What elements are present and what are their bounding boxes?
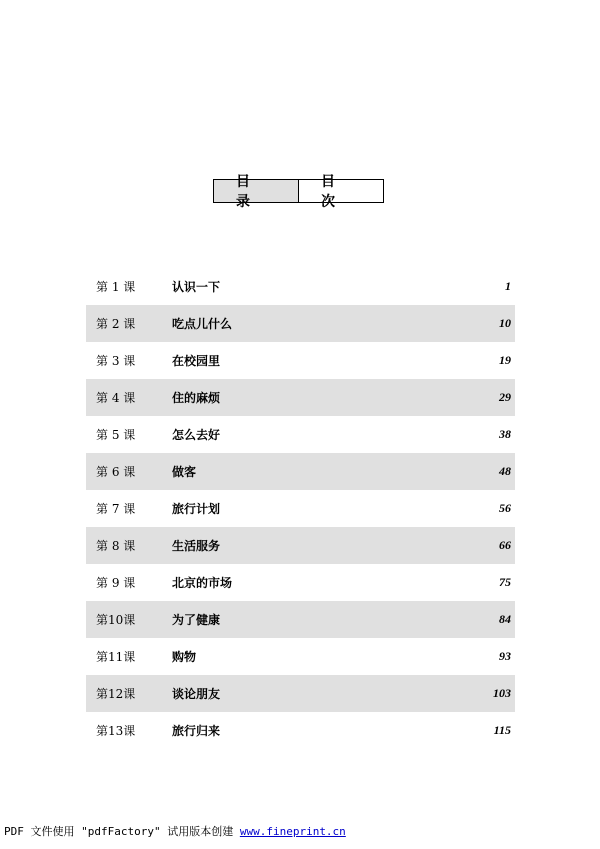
footer-text: PDF 文件使用 "pdfFactory" 试用版本创建 bbox=[4, 825, 234, 838]
page-number: 38 bbox=[499, 427, 511, 441]
page-number: 115 bbox=[493, 723, 511, 737]
lesson-number: 第 8 课 bbox=[96, 539, 136, 553]
toc-row[interactable] bbox=[86, 305, 515, 342]
toc-row[interactable] bbox=[86, 564, 515, 601]
lesson-number: 第 1 课 bbox=[96, 280, 136, 294]
toc-row[interactable] bbox=[86, 453, 515, 490]
toc-list bbox=[86, 268, 515, 749]
lesson-number: 第 7 课 bbox=[96, 502, 136, 516]
lesson-title: 为了健康 bbox=[172, 613, 221, 627]
lesson-number: 第 4 课 bbox=[96, 391, 136, 405]
toc-title-left: 目录 bbox=[214, 180, 299, 202]
lesson-title: 吃点儿什么 bbox=[172, 317, 233, 331]
lesson-number: 第 6 课 bbox=[96, 465, 136, 479]
lesson-number: 第11课 bbox=[96, 650, 136, 664]
page-number: 84 bbox=[499, 612, 511, 626]
page-number: 19 bbox=[499, 353, 511, 367]
pdf-footer bbox=[0, 823, 600, 839]
lesson-number: 第 2 课 bbox=[96, 317, 136, 331]
toc-row[interactable] bbox=[86, 416, 515, 453]
lesson-title: 在校园里 bbox=[172, 354, 221, 368]
lesson-title: 怎么去好 bbox=[172, 428, 221, 442]
lesson-title: 住的麻烦 bbox=[172, 391, 221, 405]
toc-row[interactable] bbox=[86, 268, 515, 305]
lesson-number: 第 3 课 bbox=[96, 354, 136, 368]
toc-row[interactable] bbox=[86, 601, 515, 638]
lesson-number: 第12课 bbox=[96, 687, 136, 701]
lesson-title: 旅行计划 bbox=[172, 502, 221, 516]
toc-row[interactable] bbox=[86, 342, 515, 379]
page-number: 10 bbox=[499, 316, 511, 330]
toc-row[interactable] bbox=[86, 675, 515, 712]
lesson-title: 认识一下 bbox=[172, 280, 221, 294]
lesson-number: 第13课 bbox=[96, 724, 136, 738]
lesson-title: 生活服务 bbox=[172, 539, 221, 553]
lesson-title: 谈论朋友 bbox=[172, 687, 221, 701]
toc-row[interactable] bbox=[86, 490, 515, 527]
lesson-number: 第10课 bbox=[96, 613, 136, 627]
toc-row[interactable] bbox=[86, 638, 515, 675]
lesson-title: 北京的市场 bbox=[172, 576, 233, 590]
page-number: 66 bbox=[499, 538, 511, 552]
page-number: 93 bbox=[499, 649, 511, 663]
lesson-title: 做客 bbox=[172, 465, 197, 479]
page-number: 75 bbox=[499, 575, 511, 589]
toc-row[interactable] bbox=[86, 527, 515, 564]
page-number: 103 bbox=[493, 686, 511, 700]
page-number: 56 bbox=[499, 501, 511, 515]
lesson-number: 第 9 课 bbox=[96, 576, 136, 590]
page-number: 48 bbox=[499, 464, 511, 478]
toc-title-box bbox=[213, 174, 384, 210]
toc-title-right: 目次 bbox=[321, 174, 357, 210]
toc-row[interactable] bbox=[86, 712, 515, 749]
footer-link[interactable]: www.fineprint.cn bbox=[239, 825, 346, 838]
lesson-title: 旅行归来 bbox=[172, 724, 221, 738]
lesson-number: 第 5 课 bbox=[96, 428, 136, 442]
page-number: 1 bbox=[505, 279, 511, 293]
lesson-title: 购物 bbox=[172, 650, 197, 664]
toc-row[interactable] bbox=[86, 379, 515, 416]
page-number: 29 bbox=[499, 390, 511, 404]
